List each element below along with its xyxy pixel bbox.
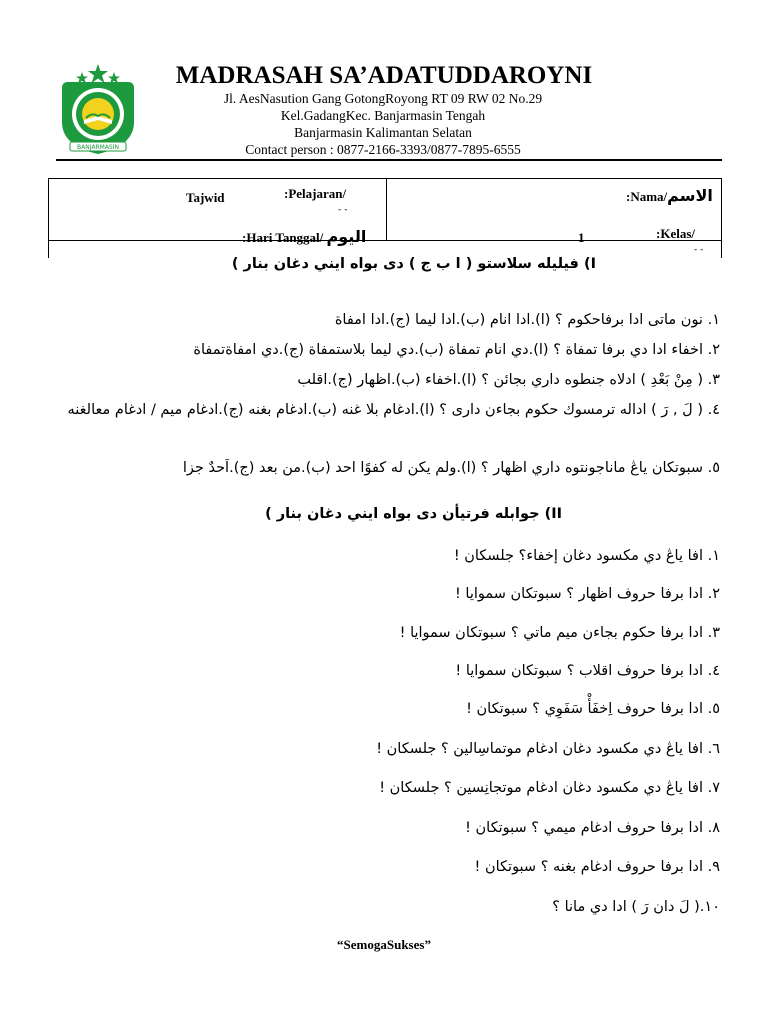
- subject-label: :Pelajaran/: [284, 186, 347, 201]
- section-2-question-9: ٩. ادا برفا حروف ادغام بغنه ؟ سبوتكان !: [474, 859, 720, 875]
- section-1-question-1: ١. نون ماتى ادا برفاحكوم ؟ (ا).ادا انام (ب).ادا ليما (ج).ادا امفاة: [334, 312, 720, 328]
- address-line-1: Jl. AesNasution Gang GotongRoyong RT 09 RW 02 No.29: [223, 91, 543, 106]
- header-divider: [56, 159, 722, 161]
- class-label: :Kelas/: [656, 226, 695, 241]
- section-2-question-8: ٨. ادا برفا حروف ادغام ميمي ؟ سبوتكان !: [465, 820, 720, 836]
- name-label: :Nama/الاسم: [626, 186, 713, 205]
- section-1-question-3: ٣. ( مِنْ بَعْدِ ) ادلاه جنطوه داري بجائن ؟ (ا).اخفاء (ب).اظهار (ج).اقلب: [297, 372, 720, 388]
- logo-ribbon-text: BANJARMASIN: [77, 144, 119, 151]
- school-logo-icon: [56, 62, 140, 158]
- address-line-2: Kel.GadangKec. Banjarmasin Tengah: [280, 108, 486, 123]
- info-table-right-border: [721, 178, 722, 258]
- section-2-question-6: ٦. افا ياڠ دي مكسود دغان ادغام موتماسِالين ؟ جلسكان !: [376, 741, 720, 757]
- section-1-question-4: ٤. ( لَ , رَ ) اداله ترمسوك حكوم بجاءن دارى ؟ (ا).ادغام بلا غنه (ب).ادغام بغنه (ج).ادغام ميم / ادغام معالغنه: [67, 402, 720, 418]
- section-2-title: II) جوابله فرتيأن دى بواه ايني دغان بنار ): [265, 506, 562, 522]
- section-2-question-4: ٤. ادا برفا حروف اقلاب ؟ سبوتكان سموايا !: [455, 663, 720, 679]
- section-2-question-10: ١٠.( لَ دان رَ ) ادا دي مانا ؟: [552, 899, 720, 915]
- section-2-question-3: ٣. ادا برفا حكوم بجاءن ميم ماتي ؟ سبوتكان سموايا !: [399, 625, 720, 641]
- address-line-3: Banjarmasin Kalimantan Selatan: [294, 125, 472, 140]
- footer-motto: “SemogaSukses”: [337, 937, 431, 952]
- info-table-left-border: [48, 178, 49, 258]
- section-1-question-5: ٥. سبوتكان ياڠ ماناجونتوه داري اظهار ؟ (ا).ولم يكن له كفوًا احد (ب).من بعد (ج).اَحدٌ جزا: [182, 460, 720, 476]
- subject-label-underscore: - -: [338, 205, 348, 215]
- class-label-underscore: - -: [694, 245, 704, 255]
- class-value: 1: [578, 230, 585, 245]
- section-2-question-1: ١. افا ياڠ دي مكسود دغان إخفاء؟ جلسكان !: [453, 548, 720, 564]
- section-1-question-2: ٢. اخفاء ادا دي برفا تمفاة ؟ (ا).دي انام تمفاة (ب).دي ليما بلاستمفاة (ج).دي امفاةتمفاة: [193, 342, 720, 358]
- section-2-question-2: ٢. ادا برفا حروف اظهار ؟ سبوتكان سموايا !: [455, 586, 720, 602]
- section-2-question-7: ٧. افا ياڠ دي مكسود دغان ادغام موتجانِسين ؟ جلسكان !: [379, 780, 720, 796]
- info-table-center-divider: [386, 178, 387, 240]
- address-line-4: Contact person : 0877-2166-3393/0877-7895-6555: [245, 142, 521, 157]
- section-1-title: I) فيليله سلاستو ( ا ب ج ) دى بواه ايني دغان بنار ): [231, 256, 596, 272]
- subject-value: Tajwid: [186, 190, 225, 205]
- info-table-top-border: [48, 178, 722, 179]
- school-name: MADRASAH SA’ADATUDDAROYNI: [175, 62, 593, 89]
- date-label: :Hari Tanggal/ اليوم: [242, 227, 367, 246]
- info-table-mid-border: [48, 240, 722, 241]
- section-2-question-5: ٥. ادا برفا حروف اِخفَأْ سَفَوِي ؟ سبوتكان !: [466, 701, 720, 717]
